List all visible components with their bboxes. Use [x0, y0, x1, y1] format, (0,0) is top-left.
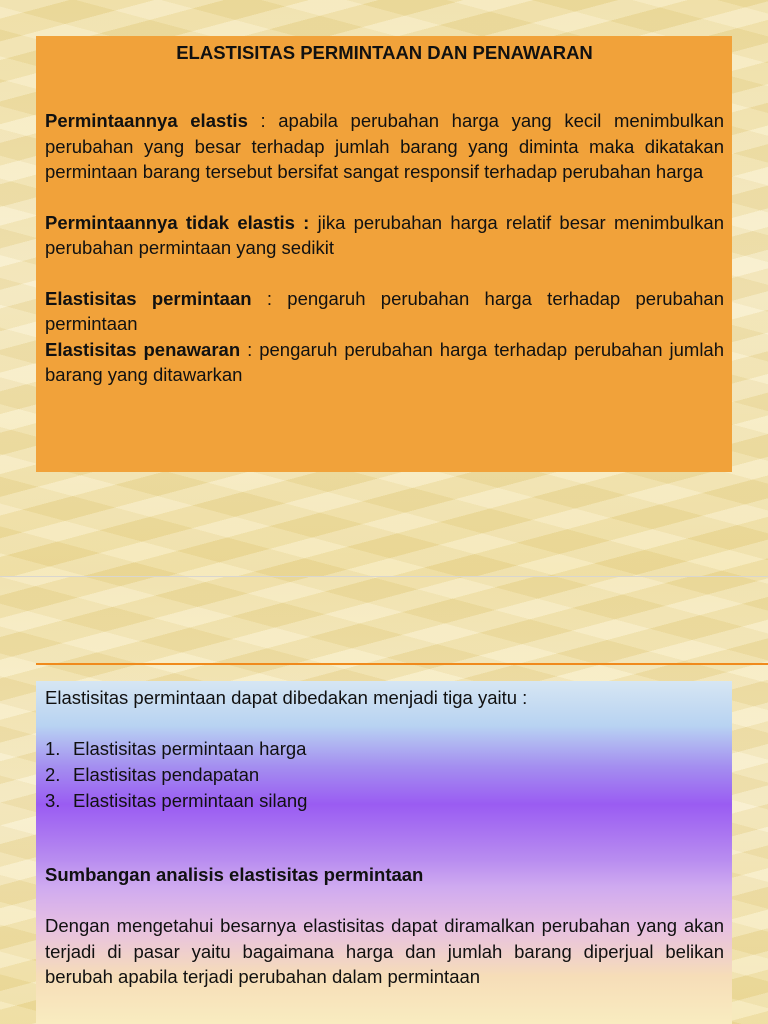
list-item	[45, 788, 724, 814]
list-item	[45, 762, 724, 788]
list-number: 2.	[45, 764, 61, 785]
separator	[309, 212, 317, 233]
section-paragraph: Dengan mengetahui besarnya elastisitas dapat diramalkan perubahan yang akan terjadi di pasar yaitu bagaimana harga dan jumlah barang diperjual belikan berubah apabila terjadi perubahan dalam permintaan	[45, 915, 724, 987]
list-item	[45, 736, 724, 762]
list-number: 1.	[45, 738, 61, 759]
list-number: 3.	[45, 790, 61, 811]
slide-2	[0, 577, 768, 1024]
content-box	[36, 681, 732, 1024]
term: Permintaannya tidak elastis :	[45, 211, 310, 233]
definition-elastic-demand	[45, 108, 724, 185]
slide-title: ELASTISITAS PERMINTAAN DAN PENAWARAN	[176, 42, 593, 63]
term: Elastisitas permintaan	[45, 287, 252, 309]
definition-box	[36, 36, 732, 472]
divider-line	[36, 663, 768, 665]
separator: :	[240, 338, 260, 360]
list-label: Elastisitas pendapatan	[73, 764, 260, 785]
list-label: Elastisitas permintaan harga	[73, 738, 307, 759]
separator: :	[247, 110, 279, 131]
term: Elastisitas penawaran	[45, 338, 241, 360]
list-label: Elastisitas permintaan silang	[73, 790, 308, 811]
definition-text: pengaruh perubahan harga terhadap perubahan jumlah barang yang ditawarkan	[45, 338, 725, 385]
definition-supply-elasticity	[45, 337, 724, 388]
separator: :	[251, 287, 288, 309]
intro-text: Elastisitas permintaan dapat dibedakan menjadi tiga yaitu :	[45, 687, 528, 708]
definition-demand-elasticity	[45, 286, 724, 337]
definition-text: apabila perubahan harga yang kecil menimbulkan perubahan yang besar terhadap jumlah barang yang diminta maka dikatakan permintaan barang tersebut bersifat sangat responsif terhadap perubahan harga	[45, 110, 724, 182]
elasticity-types-list	[45, 736, 724, 814]
definition-inelastic-demand	[45, 210, 724, 261]
term: Permintaannya elastis	[45, 110, 248, 131]
section-heading: Sumbangan analisis elastisitas permintaan	[45, 864, 424, 885]
definition-text: jika perubahan harga relatif besar menimbulkan perubahan permintaan yang sedikit	[45, 211, 724, 258]
definition-text: pengaruh perubahan harga terhadap perubahan permintaan	[45, 287, 724, 334]
